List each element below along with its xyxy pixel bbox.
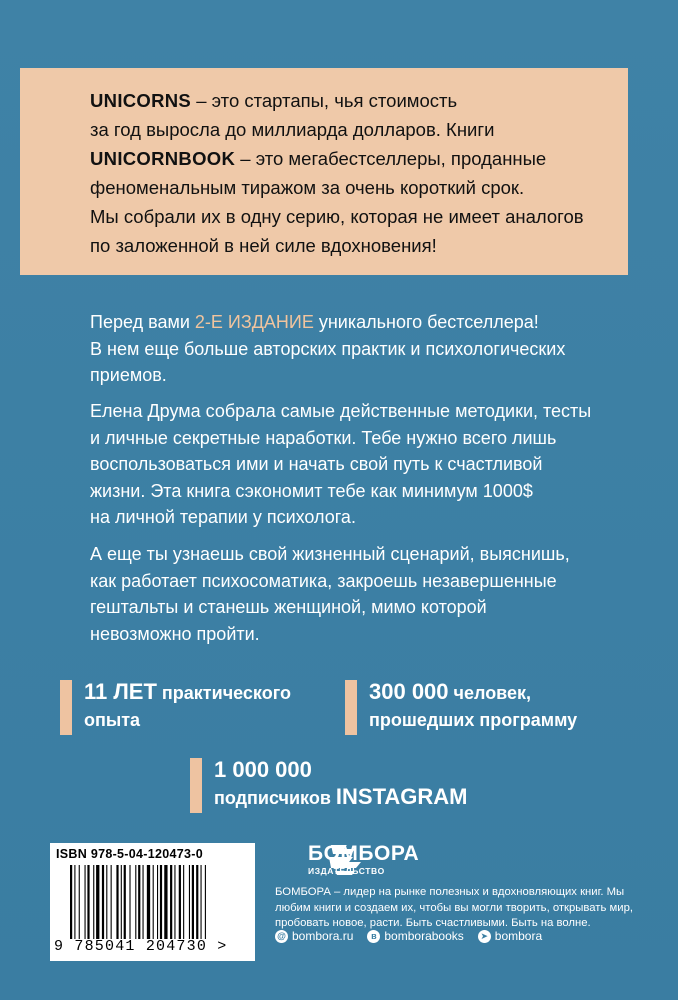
barcode-stripe bbox=[147, 865, 150, 939]
barcode-stripe bbox=[111, 865, 112, 939]
barcode-stripe bbox=[102, 865, 104, 939]
barcode-stripe bbox=[74, 865, 75, 939]
isbn-label: ISBN 978-5-04-120473-0 bbox=[56, 847, 203, 861]
barcode-stripe bbox=[93, 865, 94, 939]
series-description-box bbox=[20, 68, 628, 275]
barcode-stripe bbox=[192, 865, 194, 939]
publisher-description: БОМБОРА – лидер на рынке полезных и вдохновляющих книг. Мы любим книги и создаем их, чтобы вы могли творить, открывать мир, пробовать новое, расти. Быть счастливыми. Быть на волне. bbox=[275, 886, 634, 929]
barcode-stripe bbox=[153, 865, 154, 939]
barcode-stripe bbox=[164, 865, 167, 939]
barcode-stripe bbox=[160, 865, 162, 939]
benefits-paragraph: А еще ты узнаешь свой жизненный сценарий, выяснишь, как работает психосоматика, закроешь незавершенные гештальты и станешь женщиной, мимо которой невозможно пройти. bbox=[90, 544, 570, 644]
barcode-stripe bbox=[183, 865, 184, 939]
series-line: UNICORNBOOK – это мегабестселлеры, проданные bbox=[90, 148, 547, 169]
barcode-stripe bbox=[87, 865, 89, 939]
barcode-stripe bbox=[201, 865, 202, 939]
barcode-stripe bbox=[116, 865, 118, 939]
barcode-stripe bbox=[129, 865, 130, 939]
edition-paragraph: Перед вами 2-Е ИЗДАНИЕ уникального бестселлера! В нем еще больше авторских практик и психологических приемов. bbox=[90, 312, 566, 385]
web-icon: @ bbox=[275, 930, 288, 943]
barcode-stripe bbox=[121, 865, 122, 939]
barcode-stripe bbox=[79, 865, 80, 939]
telegram-icon: ➤ bbox=[478, 930, 491, 943]
barcode-stripe bbox=[174, 865, 175, 939]
barcode-stripe bbox=[179, 865, 181, 939]
publisher-name: БОМБОРА bbox=[308, 842, 420, 865]
vk-icon: в bbox=[367, 930, 380, 943]
barcode-stripe bbox=[135, 865, 136, 939]
barcode-stripe bbox=[96, 865, 99, 939]
edition-highlight: 2-Е ИЗДАНИЕ bbox=[194, 312, 314, 332]
barcode-digits: 9 785041 204730 > bbox=[54, 938, 228, 955]
barcode-stripe bbox=[124, 865, 126, 939]
stat-bar bbox=[60, 680, 72, 735]
barcode-stripe bbox=[138, 865, 140, 939]
barcode-stripe bbox=[189, 865, 190, 939]
series-line: Мы собрали их в одну серию, которая не имеет аналогов bbox=[90, 206, 584, 227]
series-line: по заложенной в ней силе вдохновения! bbox=[90, 235, 437, 256]
stat-bar bbox=[345, 680, 357, 735]
series-line: UNICORNS – это стартапы, чья стоимость bbox=[90, 90, 458, 111]
social-telegram[interactable]: ➤ bombora bbox=[478, 929, 542, 943]
stat-bar bbox=[190, 758, 202, 813]
barcode-stripe bbox=[70, 865, 72, 939]
author-paragraph: Елена Друма собрала самые действенные методики, тесты и личные секретные наработки. Тебе нужно всего лишь воспользоваться ими и начать свой путь к счастливой жизни. Эта книга сэкономит тебе как минимум 1000$ на личной терапии у психолога. bbox=[90, 401, 592, 527]
series-line: феноменальным тиражом за очень короткий срок. bbox=[90, 177, 525, 198]
barcode-stripe bbox=[157, 865, 158, 939]
series-line: за год выросла до миллиарда долларов. Книги bbox=[90, 119, 495, 140]
social-web[interactable]: @ bombora.ru bbox=[275, 929, 353, 943]
barcode-stripe bbox=[205, 865, 206, 939]
social-links bbox=[275, 929, 542, 943]
barcode-stripe bbox=[85, 865, 86, 939]
barcode-stripe bbox=[106, 865, 107, 939]
barcode-stripe bbox=[170, 865, 172, 939]
social-vk[interactable]: в bomborabooks bbox=[367, 929, 463, 943]
stat-people: 300 000 человек, прошедших программу bbox=[345, 680, 645, 735]
publisher-subtitle: ИЗДАТЕЛЬСТВО bbox=[308, 866, 385, 876]
stat-experience: 11 ЛЕТ практического опыта bbox=[60, 680, 330, 735]
stat-subscribers: 1 000 000 подписчиков INSTAGRAM bbox=[190, 758, 540, 813]
barcode-bars bbox=[70, 865, 245, 939]
isbn-barcode bbox=[50, 843, 255, 961]
barcode-stripe bbox=[196, 865, 198, 939]
barcode-stripe bbox=[143, 865, 144, 939]
